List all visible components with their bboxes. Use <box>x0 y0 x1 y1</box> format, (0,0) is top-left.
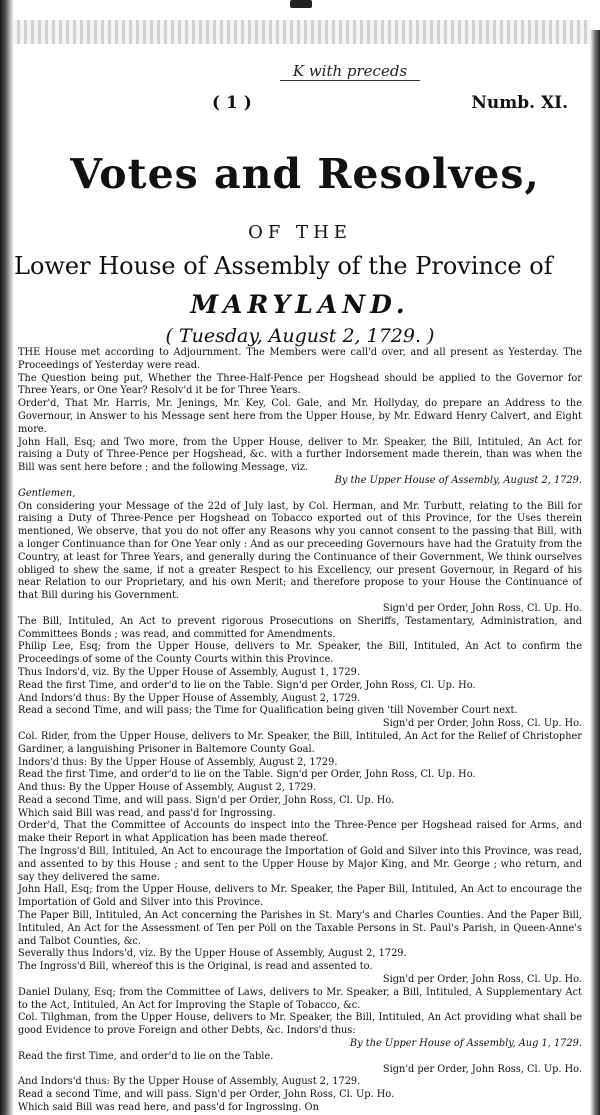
paragraph: Gentlemen, <box>18 487 76 499</box>
paragraph: Severally thus Indors'd, viz. By the Upper House of Assembly, August 2, 1729. <box>18 948 407 960</box>
paragraph: The Paper Bill, Intituled, An Act concerning the Parishes in St. Mary's and Charles Counties. And the Paper Bill, Intituled, An Act for the Assessment of Ten per Poll on the Taxable Persons in St. Paul's Parish, in Queen-Anne's and Talbot Counties, &c. <box>18 910 582 947</box>
paragraph: By the Upper House of Assembly, August 2, 1729. <box>334 474 582 486</box>
paragraph: By the Upper House of Assembly, Aug 1, 1729. <box>349 1038 582 1050</box>
paragraph: John Hall, Esq; from the Upper House, delivers to Mr. Speaker, the Paper Bill, Intituled, An Act to encourage the Importation of Gold and Silver into this Province. <box>18 884 582 909</box>
paragraph: On considering your Message of the 22d of July last, by Col. Herman, and Mr. Turbutt, relating to the Bill for raising a Duty of Three-Pence per Hogshead on Tobacco exported out of this Province, for the Uses therein mentioned, We observe, that you do not offer any Reasons why you cannot consent to the passing that Bill, with a longer Continuance than for One Year only : And as our preceeding Governours have had the Gratuity from the Country, at least for Three Years, and generally during the Continuance of their Government, We think ourselves obliged to shew the same, if not a greater Respect to his Excellency, our present Governour, in Regard of his near Relation to our Proprietary, and his own Merit; and therefore propose to your House the Continuance of that Bill during his Government. <box>18 500 582 602</box>
paragraph: Col. Rider, from the Upper House, delivers to Mr. Speaker, the Bill, Intituled, An Act for the Relief of Christopher Gardiner, a languishing Prisoner in Baltemore County Goal. <box>18 730 582 755</box>
subtitle-of-the: OF THE <box>248 222 352 243</box>
paragraph: John Hall, Esq; and Two more, from the Upper House, deliver to Mr. Speaker, the Bill, Intituled, An Act for raising a Duty of Three-Pence per Hogshead, &c. with a further Indorsement made therein, than was when the Bill was sent here before ; and the following Message, viz. <box>18 436 582 474</box>
page-right-edge <box>590 30 600 1115</box>
paragraph: Order'd, That Mr. Harris, Mr. Jenings, Mr. Key, Col. Gale, and Mr. Hollyday, do prepare an Address to the Governour, in Answer to his Message sent here from the Upper House, by Mr. Edward Henry Calvert, and Eight more. <box>18 398 582 435</box>
handwritten-note: K with preceds <box>280 62 420 81</box>
paragraph: Which said Bill was read here, and pass'd for Ingrossing. On <box>18 1102 319 1114</box>
paragraph: Read the first Time, and order'd to lie on the Table. <box>18 1050 274 1062</box>
subtitle-province: MARYLAND. <box>190 290 410 319</box>
signature-line: Sign'd per Order, John Ross, Cl. Up. Ho. <box>382 1063 582 1075</box>
session-date: ( Tuesday, August 2, 1729. ) <box>165 325 435 347</box>
page-top-edge <box>10 20 590 44</box>
paragraph: Order'd, That the Committee of Accounts do inspect into the Three-Pence per Hogshead raised for Arms, and make their Report in what Application has been made thereof. <box>18 820 582 845</box>
paragraph: The Ingross'd Bill, Intituled, An Act to encourage the Importation of Gold and Silver into this Province, was read, and assented to by this House ; and sent to the Upper House by Major King, and Mr. George ; who return, and say they delivered the same. <box>18 846 582 883</box>
paragraph: THE House met according to Adjournment. The Members were call'd over, and all present as Yesterday. The Proceedings of Yesterday were read. <box>18 347 582 371</box>
issue-number: Numb. XI. <box>471 93 568 113</box>
proceedings-body <box>18 347 582 1115</box>
paragraph: Read a second Time, and will pass; the Time for Qualification being given 'till November Court next. <box>18 705 518 717</box>
signature-line: Sign'd per Order, John Ross, Cl. Up. Ho. <box>382 974 582 986</box>
subtitle-house: Lower House of Assembly of the Province of <box>14 252 553 280</box>
paragraph: The Ingross'd Bill, whereof this is the Original, is read and assented to. <box>18 961 373 973</box>
paragraph: The Bill, Intituled, An Act to prevent rigorous Prosecutions on Sheriffs, Testamentary, Administration, and Committees Bonds ; was read, and committed for Amendments. <box>18 615 582 640</box>
document-title: Votes and Resolves, <box>70 150 540 198</box>
page-left-edge <box>0 0 14 1115</box>
paragraph: Indors'd thus: By the Upper House of Assembly, August 2, 1729. <box>18 756 338 768</box>
paragraph: Daniel Dulany, Esq; from the Committee of Laws, delivers to Mr. Speaker, a Bill, Intituled, A Supplementary Act to the Act, Intituled, An Act for Improving the Staple of Tobacco, &c. <box>18 986 582 1011</box>
paragraph: And thus: By the Upper House of Assembly, August 2, 1729. <box>18 782 317 794</box>
paragraph: The Question being put, Whether the Three-Half-Pence per Hogshead should be applied to the Governor for Three Years, or One Year? Resolv'd it be for Three Years. <box>18 372 582 397</box>
signature-line: Sign'd per Order, John Ross, Cl. Up. Ho. <box>382 602 582 614</box>
paragraph: Read a second Time, and will pass. Sign'd per Order, John Ross, Cl. Up. Ho. <box>18 1089 395 1101</box>
paragraph: And Indors'd thus: By the Upper House of Assembly, August 2, 1729. <box>18 1076 361 1088</box>
paragraph: Thus Indors'd, viz. By the Upper House of Assembly, August 1, 1729. <box>18 666 360 678</box>
paragraph: Read the first Time, and order'd to lie on the Table. Sign'd per Order, John Ross, Cl. Up. Ho. <box>18 769 476 781</box>
paragraph: Col. Tilghman, from the Upper House, delivers to Mr. Speaker, the Bill, Intituled, An Act providing what shall be good Evidence to prove Foreign and other Debts, &c. Indors'd thus: <box>18 1012 582 1037</box>
paragraph: Philip Lee, Esq; from the Upper House, delivers to Mr. Speaker, the Bill, Intituled, An Act to confirm the Proceedings of some of the County Courts within this Province. <box>18 641 582 666</box>
paragraph: Read a second Time, and will pass. Sign'd per Order, John Ross, Cl. Up. Ho. <box>18 794 395 806</box>
paragraph: Which said Bill was read, and pass'd for Ingrossing. <box>18 807 276 819</box>
signature-line: Sign'd per Order, John Ross, Cl. Up. Ho. <box>382 718 582 730</box>
paragraph: Read the first Time, and order'd to lie on the Table. Sign'd per Order, John Ross, Cl. Up. Ho. <box>18 679 476 691</box>
paragraph: And Indors'd thus: By the Upper House of Assembly, August 2, 1729. <box>18 692 361 704</box>
folio-number: ( 1 ) <box>212 93 252 113</box>
ink-mark <box>290 0 312 8</box>
